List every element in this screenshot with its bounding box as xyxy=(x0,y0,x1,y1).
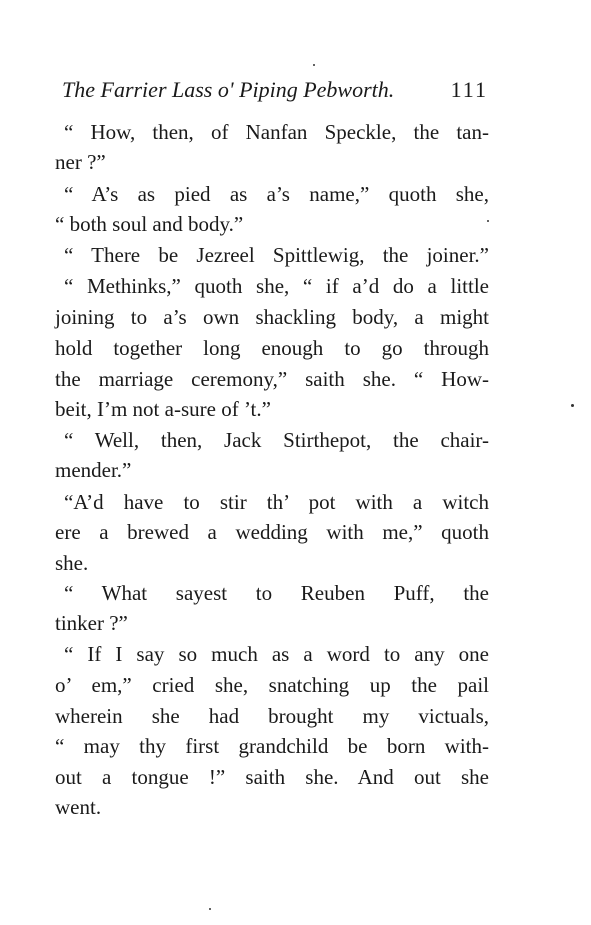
text-line: “ both soul and body.” xyxy=(55,212,244,236)
text-line: the marriage ceremony,” saith she. “ How- xyxy=(55,367,489,391)
text-line: “A’d have to stir th’ pot with a witch xyxy=(64,490,489,514)
text-line: beit, I’m not a-sure of ’t.” xyxy=(55,397,271,421)
text-line: “ What sayest to Reuben Puff, the xyxy=(64,581,489,605)
ink-speck xyxy=(487,220,489,222)
text-line: “ If I say so much as a word to any one xyxy=(64,642,489,666)
text-line: “ may thy first grandchild be born with- xyxy=(55,734,489,758)
text-line: “ Well, then, Jack Stirthepot, the chair- xyxy=(64,428,489,452)
page-number: 111 xyxy=(450,77,488,102)
page-header xyxy=(62,75,490,105)
text-line: ner ?” xyxy=(55,150,106,174)
ink-speck xyxy=(571,404,574,407)
text-line: went. xyxy=(55,795,102,819)
text-line: “ There be Jezreel Spittlewig, the joiner.” xyxy=(64,243,489,267)
text-line: ere a brewed a wedding with me,” quoth xyxy=(55,520,489,544)
text-line: joining to a’s own shackling body, a might xyxy=(55,305,489,329)
text-line: “ A’s as pied as a’s name,” quoth she, xyxy=(64,182,489,206)
text-line: she. xyxy=(55,551,89,575)
text-line: tinker ?” xyxy=(55,611,128,635)
text-line: out a tongue !” saith she. And out she xyxy=(55,765,489,789)
running-title: The Farrier Lass o' Piping Pebworth. xyxy=(62,77,395,102)
text-line: mender.” xyxy=(55,458,132,482)
text-line: “ How, then, of Nanfan Speckle, the tan- xyxy=(64,120,489,144)
text-line: o’ em,” cried she, snatching up the pail xyxy=(55,673,489,697)
ink-speck xyxy=(313,64,315,66)
text-line: “ Methinks,” quoth she, “ if a’d do a little xyxy=(64,274,489,298)
ink-speck xyxy=(209,908,211,910)
text-line: hold together long enough to go through xyxy=(55,336,489,360)
text-line: wherein she had brought my victuals, xyxy=(55,704,489,728)
